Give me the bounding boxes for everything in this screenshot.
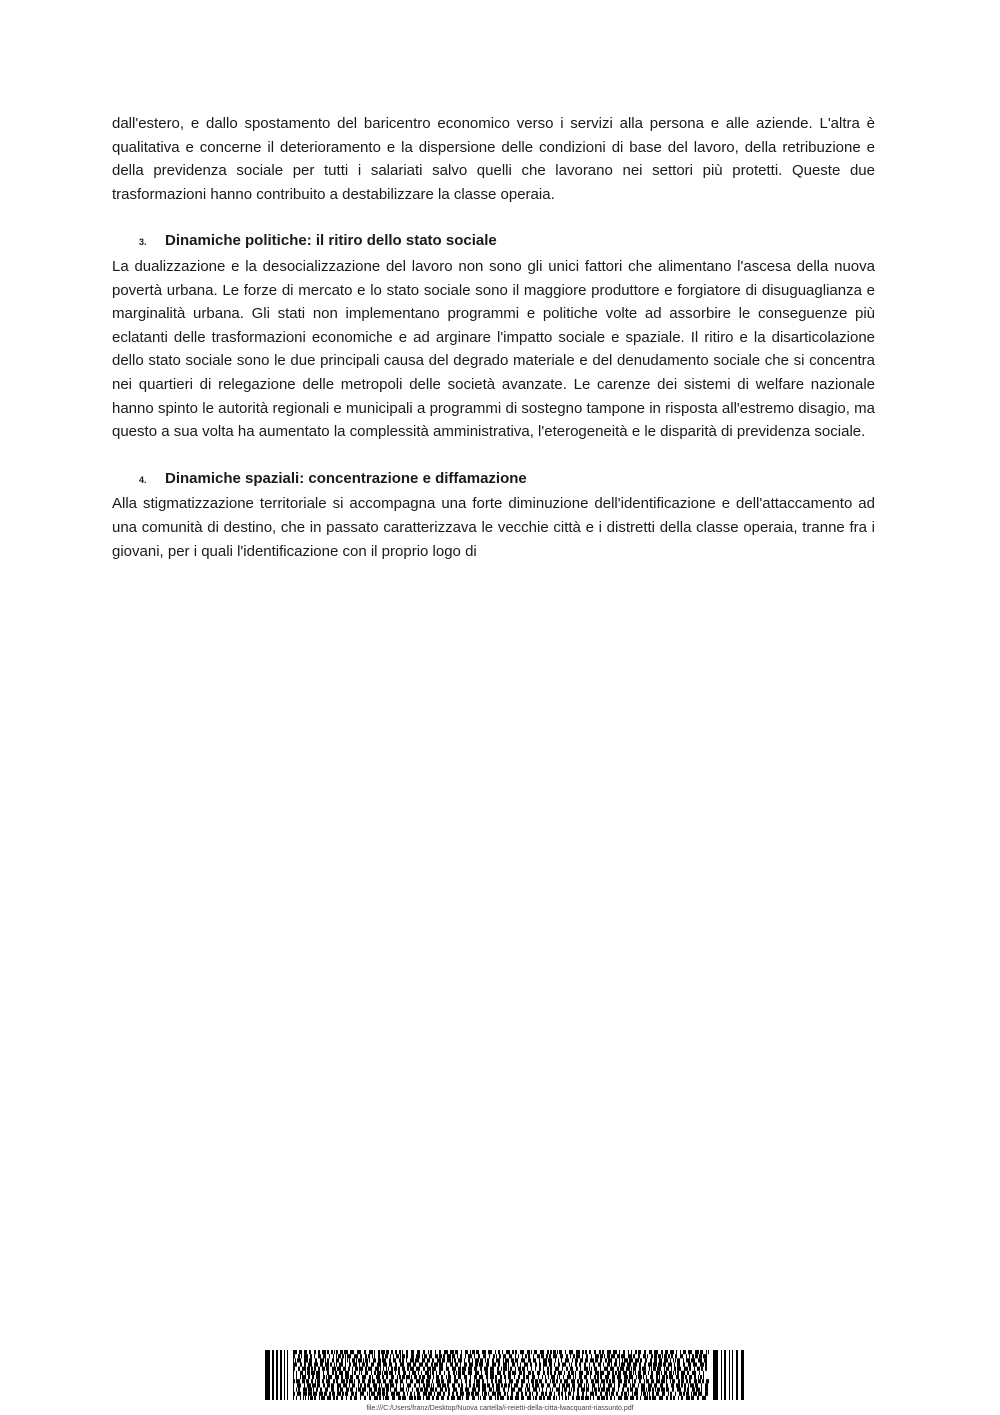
section-number: 3. <box>139 237 147 248</box>
section-title: Dinamiche politiche: il ritiro dello stato sociale <box>165 232 497 250</box>
section-heading <box>112 467 875 493</box>
barcode-icon <box>265 1350 747 1400</box>
section-number: 4. <box>139 474 147 485</box>
section-4 <box>112 467 875 563</box>
section-title: Dinamiche spaziali: concentrazione e diffamazione <box>165 469 527 487</box>
section-3 <box>112 229 875 443</box>
document-body <box>112 112 875 563</box>
intro-paragraph: dall'estero, e dallo spostamento del baricentro economico verso i servizi alla persona e alle aziende. L'altra è qualitativa e concerne il deterioramento e la dispersione delle condizioni di base del lavoro, della retribuzione e della previdenza sociale per tutti i salariati salvo quelli che lavorano nei settori più protetti. Queste due trasformazioni hanno contribuito a destabilizzare la classe operaia. <box>112 115 875 203</box>
section-body: La dualizzazione e la desocializzazione del lavoro non sono gli unici fattori che alimentano l'ascesa della nuova povertà urbana. Le forze di mercato e lo stato sociale sono il maggiore produttore e forgiatore di disuguaglianza e marginalità urbana. Gli stati non implementano programmi e politiche volte ad assorbire le conseguenze più eclatanti delle trasformazioni economiche e ad arginare l'impatto sociale e spaziale. Il ritiro e la disarticolazione dello stato sociale sono le due principali causa del degrado materiale e del denudamento sociale che si concentra nei quartieri di relegazione delle metropoli delle società avanzate. Le carenze dei sistemi di welfare nazionale hanno spinto le autorità regionali e municipali a programmi di sostegno tampone in risposta all'estremo disagio, ma questo a sua volta ha aumentato la complessità amministrativa, l'eterogeneità e le disparità di previdenza sociale. <box>112 257 875 441</box>
footer-file-path: file:///C:/Users/franz/Desktop/Nuova cartella/i-reietti-della-citta-lwacquant-riassunto.pdf <box>366 1405 634 1412</box>
section-heading <box>112 229 875 255</box>
section-body: Alla stigmatizzazione territoriale si accompagna una forte diminuzione dell'identificazione e dell'attaccamento ad una comunità di destino, che in passato caratterizzava le vecchie città e i distretti della classe operaia, tranne fra i giovani, per i quali l'identificazione con il proprio logo di <box>112 495 875 560</box>
